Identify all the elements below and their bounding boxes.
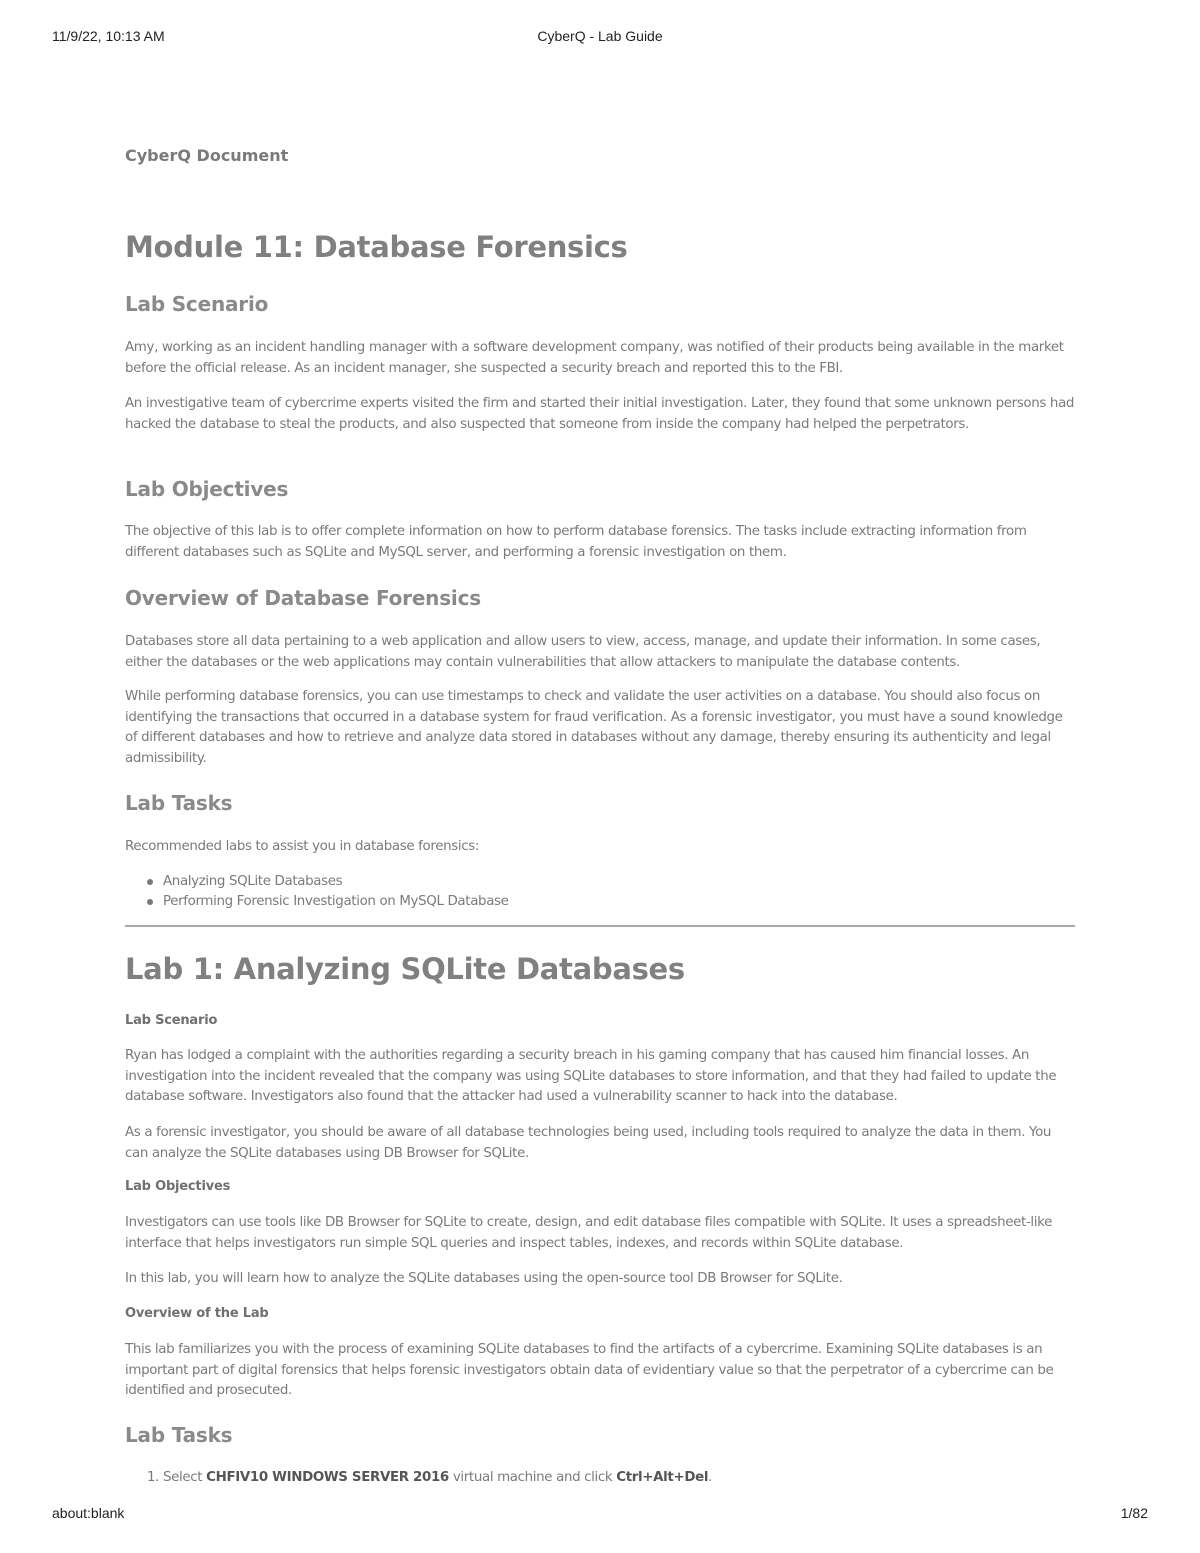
lab1-objectives-heading: Lab Objectives [125,1179,231,1194]
lab1-title: Lab 1: Analyzing SQLite Databases [125,952,685,986]
tasks-intro: Recommended labs to assist you in database forensics: [125,839,480,854]
list-item: Performing Forensic Investigation on MySQL Database [125,892,1075,912]
scenario-paragraph-1: Amy, working as an incident handling manager with a software development company, was notified of their products being available in the market before the official release. As an incident manager, she suspected a security breach and reported this to the FBI. [125,340,1064,376]
scenario-heading: Lab Scenario [125,292,269,316]
lab1-objectives-paragraph-2: In this lab, you will learn how to analyze the SQLite databases using the open-source tool DB Browser for SQLite. [125,1271,843,1286]
tasks-heading: Lab Tasks [125,791,233,815]
lab1-overview-heading: Overview of the Lab [125,1306,269,1321]
print-page-title: CyberQ - Lab Guide [537,28,663,44]
tasks-list [125,872,1075,912]
lab1-tasks-heading: Lab Tasks [125,1423,233,1447]
print-datetime: 11/9/22, 10:13 AM [52,28,165,44]
overview-paragraph-2: While performing database forensics, you can use timestamps to check and validate the user activities on a database. You should also focus on identifying the transactions that occurred in a database system for fraud verification. As a forensic investigator, you must have a sound knowledge of different databases and how to retrieve and analyze data stored in databases without any damage, thereby ensuring its authenticity and legal admissibility. [125,689,1063,766]
objectives-heading: Lab Objectives [125,477,289,501]
print-page-number: 1/82 [1120,1505,1148,1521]
document-label: CyberQ Document [125,146,289,165]
module-title: Module 11: Database Forensics [125,230,628,264]
key-combo: Ctrl+Alt+Del [616,1470,709,1485]
lab1-scenario-paragraph-2: As a forensic investigator, you should be aware of all database technologies being used, including tools required to analyze the data in them. You can analyze the SQLite databases using DB Browser for SQLite. [125,1125,1052,1161]
lab1-steps [125,1468,1075,1488]
lab1-overview-paragraph: This lab familiarizes you with the process of examining SQLite databases to find the artifacts of a cybercrime. Examining SQLite databases is an important part of digital forensics that helps forensic investigators obtain data of evidentiary value so that the perpetrator of a cybercrime can be identified and prosecuted. [125,1342,1054,1398]
step-period: . [708,1470,712,1485]
lab1-scenario-paragraph-1: Ryan has lodged a complaint with the authorities regarding a security breach in his gaming company that has caused him financial losses. An investigation into the incident revealed that the company was using SQLite databases to store information, and that they had failed to update the database software. Investigators also found that the attacker had used a vulnerability scanner to hack into the database. [125,1048,1057,1104]
print-footer [0,1505,1200,1525]
step-number: 1. [147,1470,160,1485]
step-text: virtual machine and click [452,1470,613,1485]
lab1-objectives-paragraph-1: Investigators can use tools like DB Browser for SQLite to create, design, and edit database files compatible with SQLite. It uses a spreadsheet-like interface that helps investigators run simple SQL queries and inspect tables, indexes, and records within SQLite database. [125,1215,1052,1251]
lab1-step-1 [125,1468,1075,1488]
overview-heading: Overview of Database Forensics [125,586,481,610]
objectives-paragraph: The objective of this lab is to offer complete information on how to perform database forensics. The tasks include extracting information from different databases such as SQLite and MySQL server, and performing a forensic investigation on them. [125,524,1027,560]
list-item: Analyzing SQLite Databases [125,872,1075,892]
print-header [0,28,1200,48]
vm-name: CHFIV10 WINDOWS SERVER 2016 [206,1470,449,1485]
overview-paragraph-1: Databases store all data pertaining to a web application and allow users to view, access, manage, and update their information. In some cases, either the databases or the web applications may contain vulnerabilities that allow attackers to manipulate the database contents. [125,634,1041,670]
section-divider [125,925,1075,927]
step-text: Select [163,1470,203,1485]
lab1-scenario-heading: Lab Scenario [125,1013,218,1028]
scenario-paragraph-2: An investigative team of cybercrime experts visited the firm and started their initial investigation. Later, they found that some unknown persons had hacked the database to steal the products, and also suspected that someone from inside the company had helped the perpetrators. [125,396,1075,432]
print-url: about:blank [52,1505,125,1521]
